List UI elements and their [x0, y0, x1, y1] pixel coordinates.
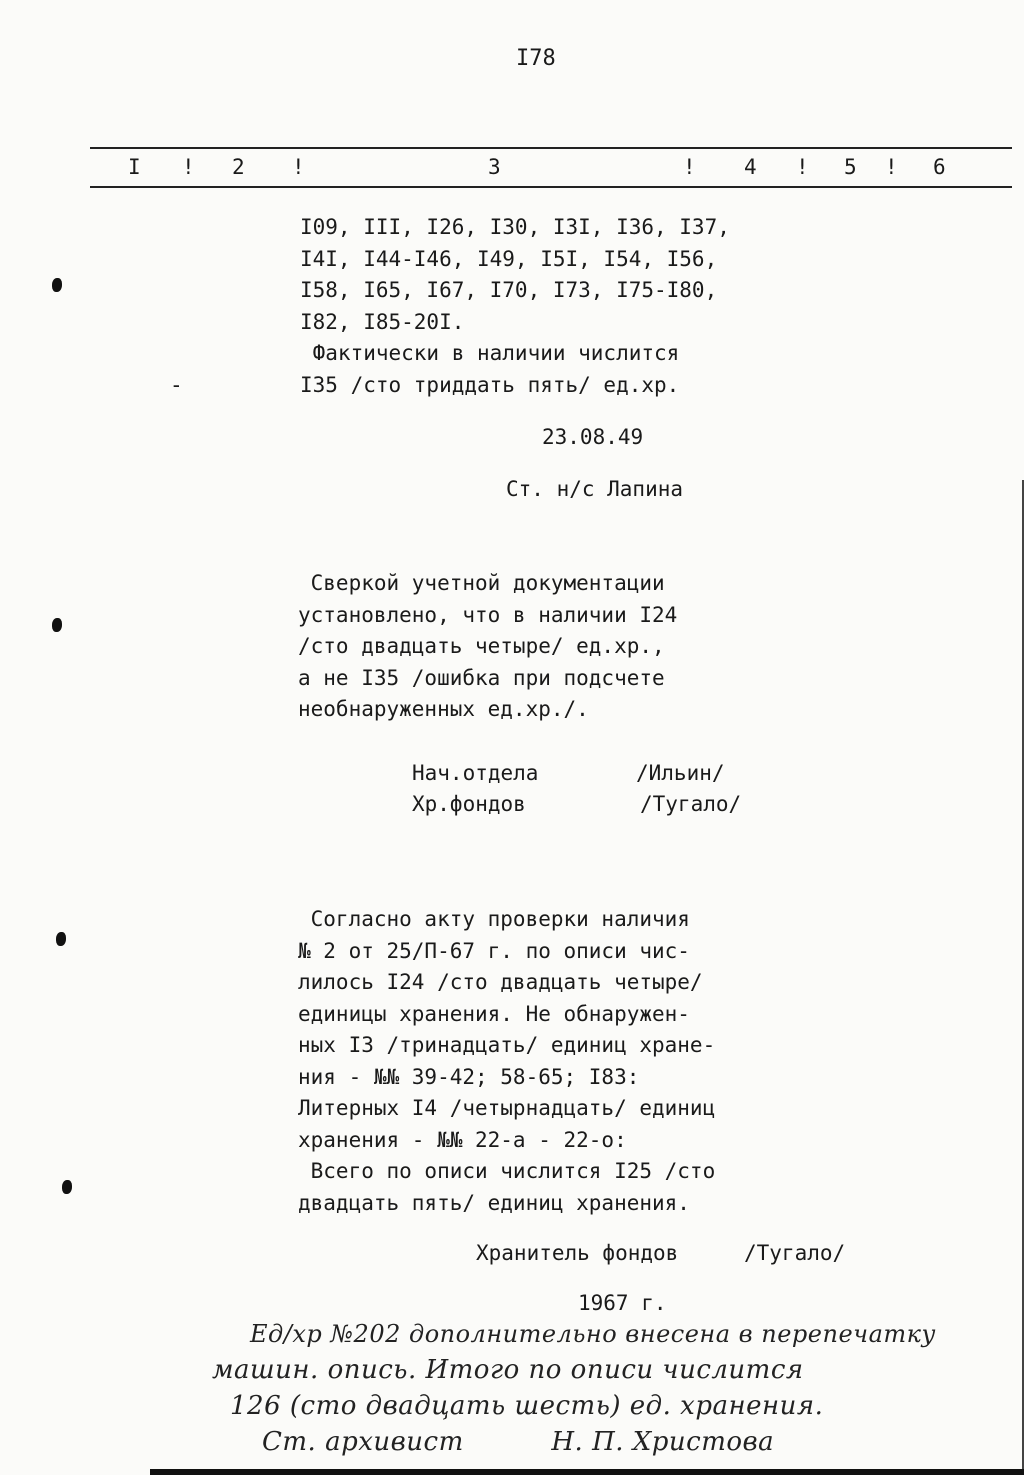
signature-title: Хранитель фондов — [476, 1241, 679, 1265]
col-6: 6 — [933, 155, 946, 179]
scan-bottom-edge — [150, 1469, 1024, 1475]
col-sep: ! — [796, 155, 809, 179]
table-top-rule — [90, 147, 1012, 149]
text-line: хранения - №№ 22-а - 22-о: — [298, 1127, 627, 1152]
text-line: а не I35 /ошибка при подсчете — [298, 665, 665, 690]
text-line: Литерных I4 /четырнадцать/ единиц — [298, 1096, 716, 1120]
handwritten-line: Ед/хр №202 дополнительно внесена в перепечатку — [250, 1320, 936, 1348]
col-4: 4 — [744, 155, 757, 179]
binding-hole-mark — [52, 618, 62, 632]
text-line: необнаруженных ед.хр./. — [298, 697, 589, 721]
col-1: I — [128, 155, 141, 179]
col-sep: ! — [885, 155, 898, 179]
text-line: /сто двадцать четыре/ ед.хр., — [298, 634, 665, 658]
signature-name: /Тугало/ — [744, 1241, 846, 1265]
text-line: установлено, что в наличии I24 — [298, 602, 678, 627]
text-line: I35 /сто триддать пять/ ед.хр. — [300, 372, 680, 397]
text-line: I4I, I44-I46, I49, I5I, I54, I56, — [300, 246, 718, 271]
section3-text — [298, 904, 715, 1219]
binding-hole-mark — [52, 278, 62, 292]
text-line: Всего по описи числится I25 /сто — [298, 1159, 716, 1183]
col-5: 5 — [844, 155, 857, 179]
text-line: I58, I65, I67, I70, I73, I75-I80, — [300, 278, 718, 302]
text-line: Согласно акту проверки наличия — [298, 907, 690, 931]
text-line: двадцать пять/ единиц хранения. — [298, 1190, 690, 1215]
handwritten-line: Ст. архивист Н. П. Христова — [262, 1427, 775, 1457]
binding-hole-mark — [62, 1180, 72, 1194]
text-line: Сверкой учетной документации — [298, 571, 665, 595]
signature-title: Хр.фондов — [412, 792, 526, 816]
col-sep: ! — [683, 155, 696, 179]
signature-name: /Ильин/ — [636, 761, 725, 785]
col-3: 3 — [488, 155, 501, 179]
binding-hole-mark — [56, 932, 66, 946]
page-number: I78 — [516, 46, 556, 71]
text-line: I82, I85-20I. — [300, 309, 465, 334]
signature-title: Нач.отдела — [412, 761, 539, 785]
col-2: 2 — [232, 155, 245, 179]
col-sep: ! — [182, 155, 195, 179]
text-line: № 2 от 25/П-67 г. по описи чис- — [298, 938, 690, 963]
text-line: ных I3 /тринадцать/ единиц хране- — [298, 1033, 716, 1057]
text-line: лилось I24 /сто двадцать четыре/ — [298, 970, 703, 994]
signature-name: /Тугало/ — [640, 792, 742, 816]
text-line: ния - №№ 39-42; 58-65; I83: — [298, 1064, 640, 1089]
signature-lapina: Ст. н/с Лапина — [506, 477, 684, 501]
date: 23.08.49 — [542, 425, 644, 449]
handwritten-line: 126 (сто двадцать шесть) ед. хранения. — [230, 1391, 824, 1421]
text-line: I09, III, I26, I30, I3I, I36, I37, — [300, 215, 730, 239]
margin-dash: - — [170, 373, 183, 397]
text-line: единицы хранения. Не обнаружен- — [298, 1001, 690, 1026]
table-bottom-rule — [90, 186, 1012, 188]
section2-text — [298, 568, 677, 726]
handwritten-line: машин. опись. Итого по описи числится — [212, 1355, 804, 1385]
text-line: Фактически в наличии числится — [300, 341, 680, 365]
section1-text — [300, 212, 730, 401]
col-sep: ! — [292, 155, 305, 179]
year: 1967 г. — [578, 1291, 667, 1315]
